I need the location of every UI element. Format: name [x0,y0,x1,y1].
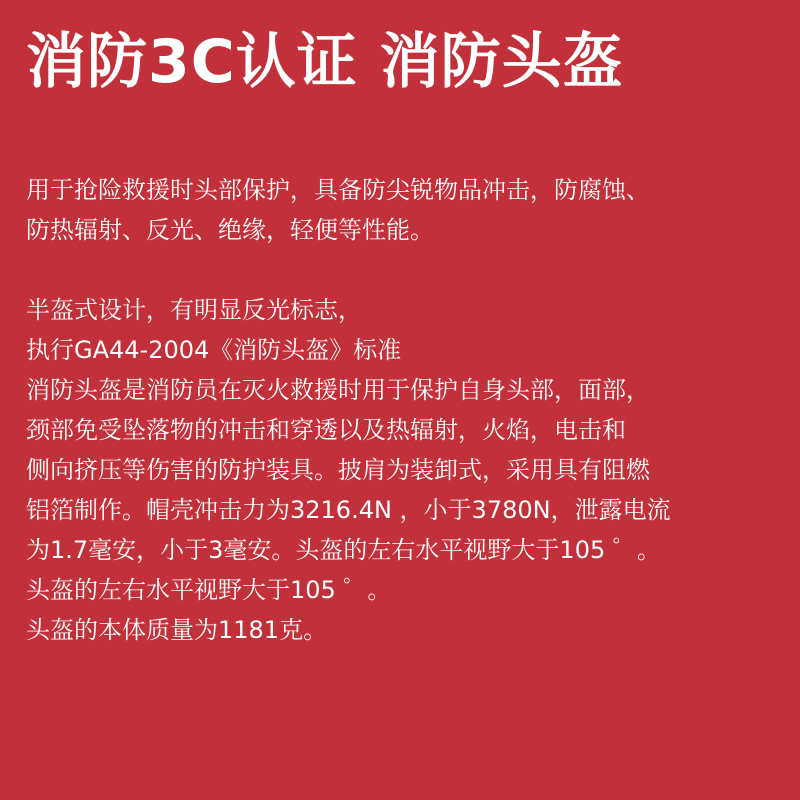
description-line: 半盔式设计，有明显反光标志， [26,296,362,324]
description-line: 执行GA44-2004《消防头盔》标准 [26,336,402,364]
description-line: 消防头盔是消防员在灭火救援时用于保护自身头部，面部， [26,376,650,404]
description-line: 铝箔制作。帽壳冲击力为3216.4N ，小于3780N，泄露电流 [26,496,671,524]
description-line: 头盔的本体质量为1181克。 [26,616,328,644]
paragraph-intro [26,170,671,250]
description-line: 头盔的左右水平视野大于105 ゜。 [26,576,392,604]
paragraph-spacer [26,250,671,290]
description-line: 用于抢险救援时头部保护，具备防尖锐物品冲击，防腐蚀、 [26,176,650,204]
description-block [26,170,671,650]
page-title: 消防3C认证 消防头盔 [26,27,624,97]
description-line: 侧向挤压等伤害的防护装具。披肩为装卸式，采用具有阻燃 [26,456,650,484]
description-line: 为1.7毫安，小于3毫安。头盔的左右水平视野大于105 ゜。 [26,536,661,564]
description-line: 颈部免受坠落物的冲击和穿透以及热辐射，火焰，电击和 [26,416,626,444]
description-line: 防热辐射、反光、绝缘，轻便等性能。 [26,216,434,244]
paragraph-details [26,290,671,650]
